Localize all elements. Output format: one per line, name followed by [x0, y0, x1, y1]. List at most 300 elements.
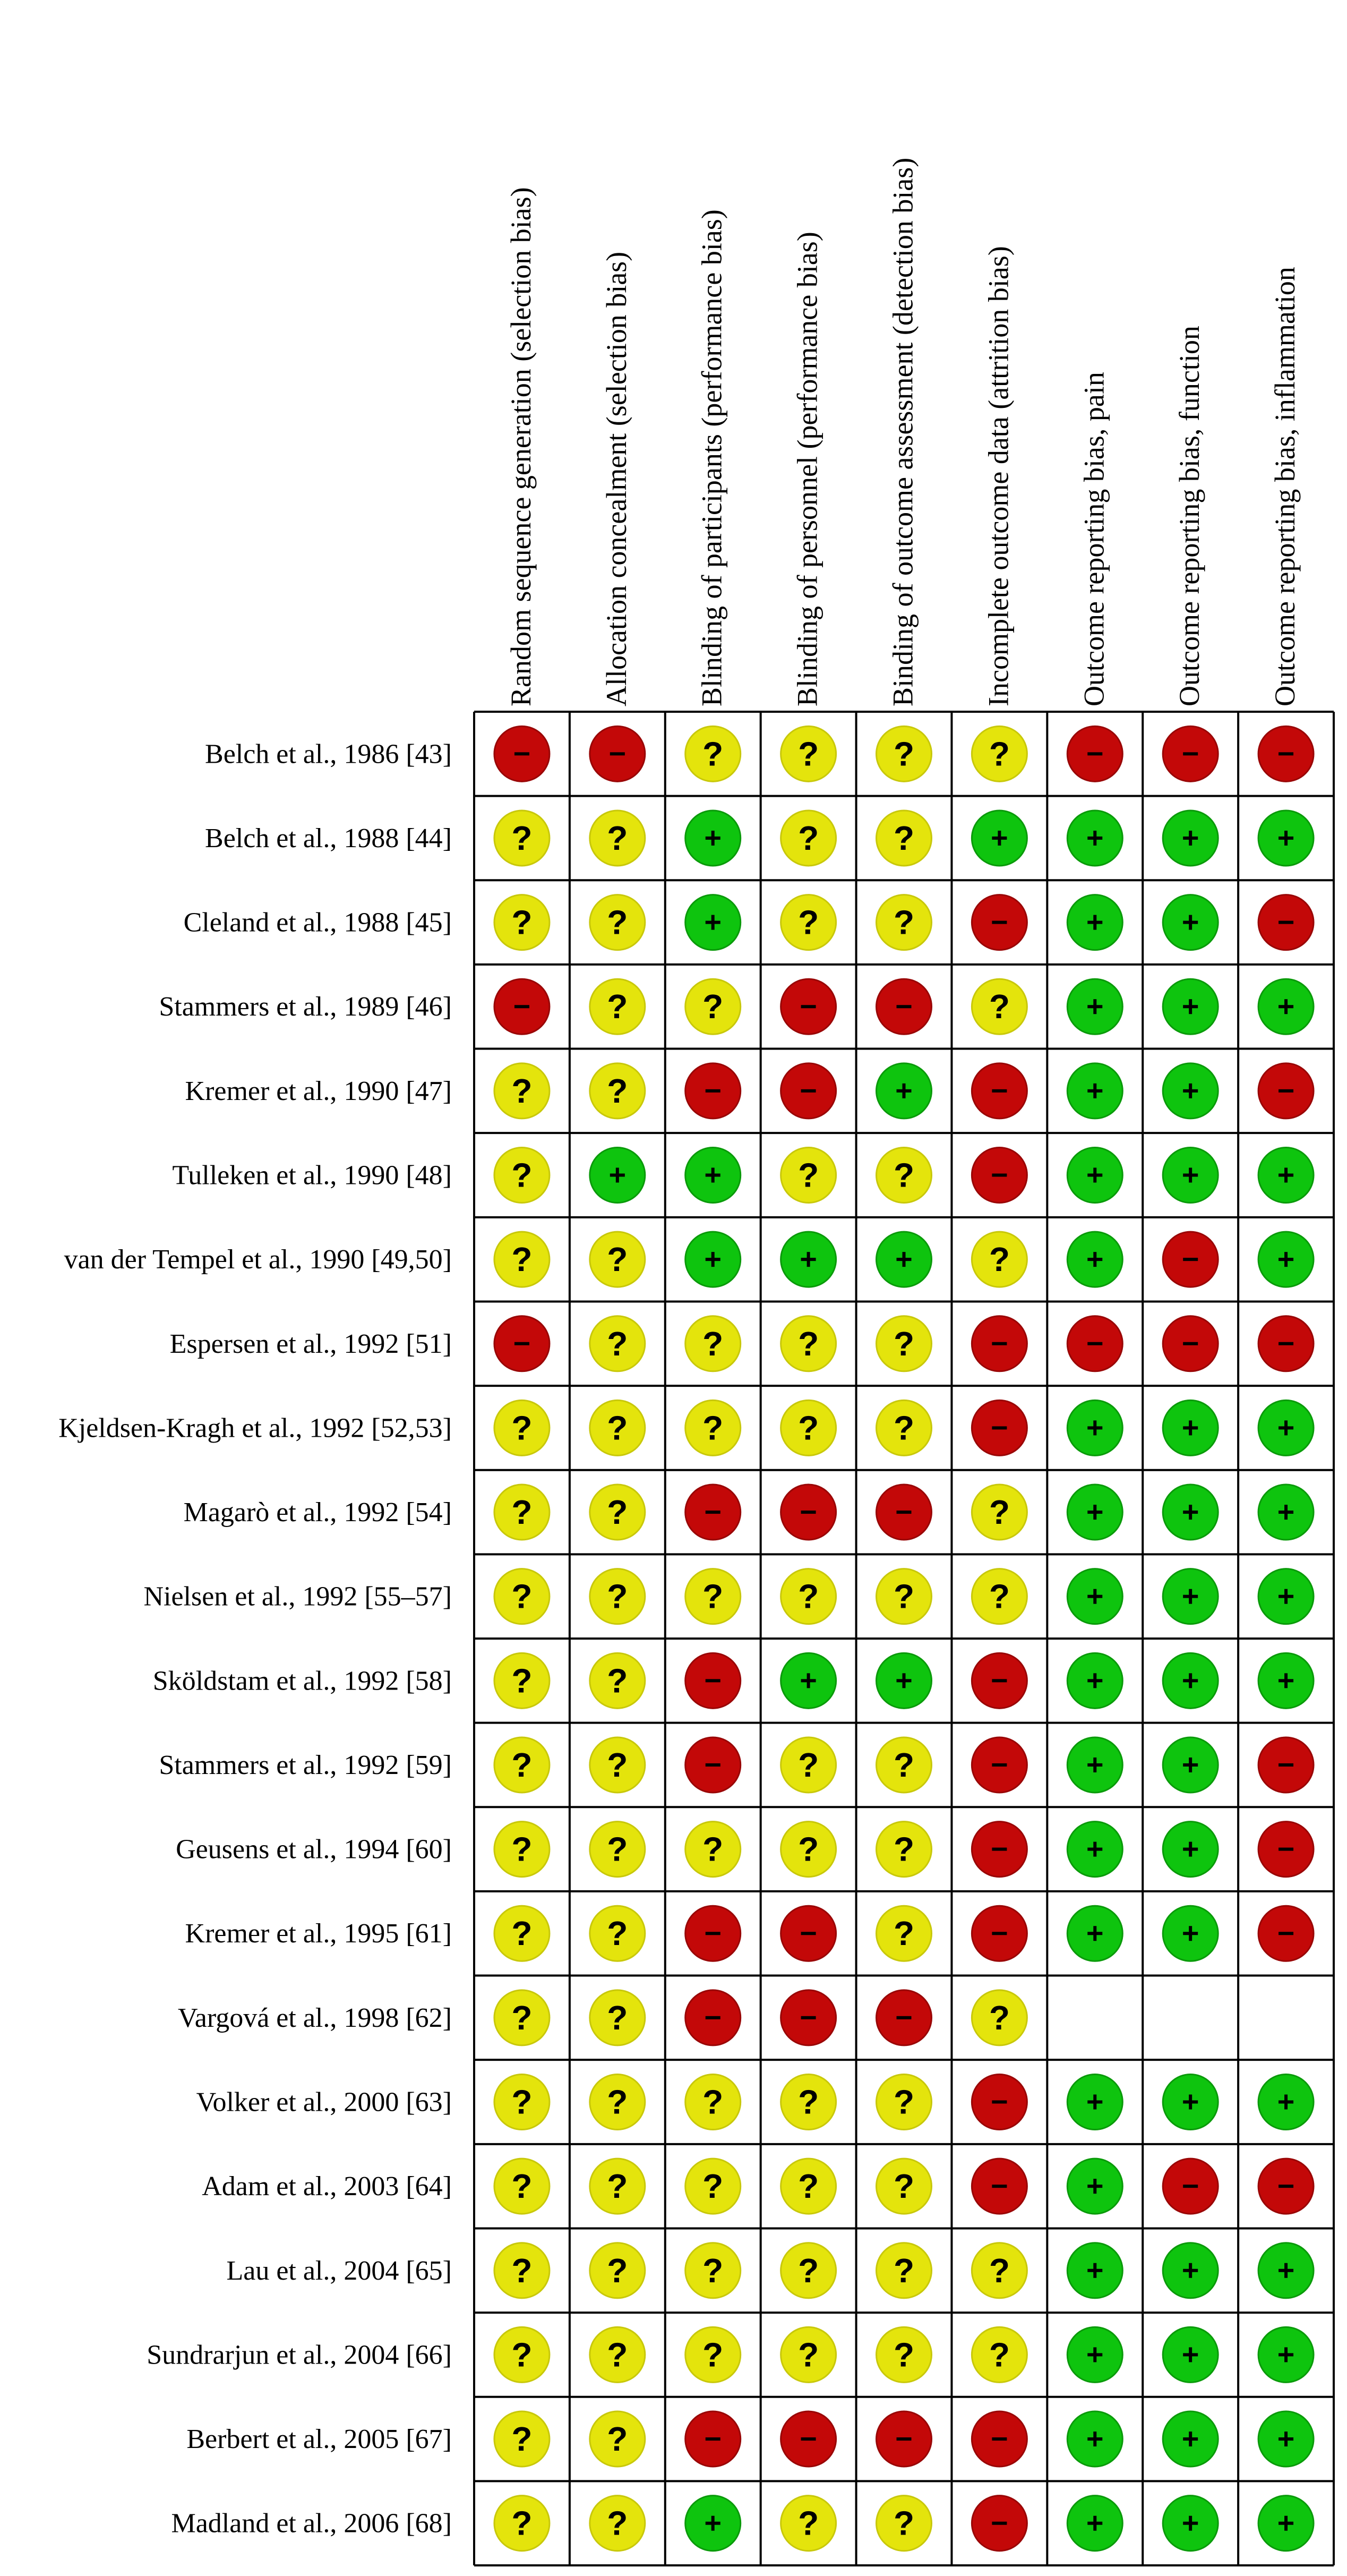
study-label: Magarò et al., 1992 [54] [183, 1497, 452, 1528]
plus-symbol-v [711, 1252, 715, 1267]
low-risk-mark [1067, 1400, 1122, 1455]
unclear-symbol: ? [798, 2335, 819, 2374]
column-header-6: Incomplete outcome data (attrition bias) [982, 246, 1015, 706]
minus-symbol [1279, 1342, 1293, 1345]
minus-symbol [1279, 1932, 1293, 1935]
minus-symbol [706, 1932, 720, 1935]
high-risk-mark [1258, 895, 1314, 950]
unclear-risk-mark [590, 2496, 645, 2551]
unclear-risk-mark [494, 2075, 550, 2130]
low-risk-mark [1258, 2075, 1314, 2130]
minus-symbol [706, 1679, 720, 1682]
plus-symbol-v [1093, 2095, 1096, 2110]
unclear-risk-mark [590, 1906, 645, 1961]
minus-symbol [992, 1174, 1007, 1177]
unclear-risk-mark [685, 1316, 741, 1371]
high-risk-mark [972, 1400, 1027, 1455]
minus-symbol [992, 2437, 1007, 2441]
unclear-risk-mark [494, 2327, 550, 2382]
unclear-symbol: ? [989, 2251, 1010, 2290]
unclear-symbol: ? [607, 1240, 628, 1279]
minus-symbol [1183, 752, 1198, 755]
unclear-risk-mark [972, 726, 1027, 781]
minus-symbol [992, 2101, 1007, 2104]
low-risk-mark [1163, 811, 1218, 866]
plus-symbol-v [1093, 2263, 1096, 2278]
high-risk-mark [685, 2411, 741, 2467]
low-risk-mark [685, 1232, 741, 1287]
low-risk-mark [1163, 1822, 1218, 1877]
low-risk-mark [1067, 2243, 1122, 2298]
high-risk-mark [972, 1737, 1027, 1793]
plus-symbol-v [1189, 1673, 1192, 1688]
low-risk-mark [781, 1653, 836, 1708]
column-headers [505, 158, 1301, 706]
unclear-risk-mark [781, 2496, 836, 2551]
low-risk-mark [781, 1232, 836, 1287]
unclear-risk-mark [494, 1990, 550, 2045]
unclear-symbol: ? [607, 1830, 628, 1869]
study-label: Cleland et al., 1988 [45] [183, 907, 452, 938]
low-risk-mark [1067, 1653, 1122, 1708]
unclear-risk-mark [877, 1737, 932, 1793]
minus-symbol [1279, 752, 1293, 755]
unclear-risk-mark [590, 1653, 645, 1708]
column-header-7: Outcome reporting bias, pain [1078, 372, 1110, 706]
unclear-symbol: ? [511, 818, 533, 857]
minus-symbol [801, 2437, 816, 2441]
unclear-risk-mark [494, 1822, 550, 1877]
high-risk-mark [781, 1906, 836, 1961]
study-label: Nielsen et al., 1992 [55–57] [143, 1581, 452, 1612]
low-risk-mark [1163, 979, 1218, 1034]
high-risk-mark [972, 2496, 1027, 2551]
plus-symbol-v [1284, 999, 1288, 1014]
unclear-symbol: ? [893, 1409, 915, 1447]
unclear-symbol: ? [702, 735, 724, 773]
minus-symbol [1279, 1089, 1293, 1093]
minus-symbol [1183, 1258, 1198, 1261]
low-risk-mark [1067, 1822, 1122, 1877]
study-label: Kremer et al., 1990 [47] [185, 1076, 452, 1106]
plus-symbol-v [1093, 2432, 1096, 2446]
column-header-9: Outcome reporting bias, inflammation [1269, 267, 1301, 706]
unclear-symbol: ? [511, 1493, 533, 1532]
plus-symbol-v [807, 1252, 810, 1267]
high-risk-mark [1163, 726, 1218, 781]
unclear-risk-mark [781, 2075, 836, 2130]
column-header-5: Binding of outcome assessment (detection bias) [887, 157, 919, 706]
unclear-symbol: ? [607, 2420, 628, 2459]
low-risk-mark [1258, 1400, 1314, 1455]
minus-symbol [992, 2522, 1007, 2525]
minus-symbol [706, 2016, 720, 2019]
unclear-risk-mark [494, 2411, 550, 2467]
unclear-risk-mark [590, 979, 645, 1034]
unclear-symbol: ? [607, 987, 628, 1026]
plus-symbol-v [1284, 1252, 1288, 1267]
plus-symbol-v [1093, 1168, 1096, 1183]
low-risk-mark [1163, 1653, 1218, 1708]
unclear-symbol: ? [989, 1493, 1010, 1532]
unclear-symbol: ? [989, 735, 1010, 773]
plus-symbol-v [1189, 2263, 1192, 2278]
high-risk-mark [1258, 1737, 1314, 1793]
low-risk-mark [1258, 979, 1314, 1034]
unclear-risk-mark [685, 2075, 741, 2130]
unclear-symbol: ? [798, 1830, 819, 1869]
high-risk-mark [494, 979, 550, 1034]
unclear-symbol: ? [893, 1830, 915, 1869]
unclear-risk-mark [972, 1485, 1027, 1540]
low-risk-mark [1163, 2327, 1218, 2382]
unclear-symbol: ? [607, 1493, 628, 1532]
plus-symbol-v [1284, 2263, 1288, 2278]
high-risk-mark [1258, 1063, 1314, 1119]
high-risk-mark [877, 1485, 932, 1540]
unclear-symbol: ? [511, 1914, 533, 1953]
unclear-symbol: ? [607, 1661, 628, 1700]
unclear-risk-mark [781, 2327, 836, 2382]
plus-symbol-v [1284, 1420, 1288, 1435]
unclear-symbol: ? [893, 2335, 915, 2374]
unclear-symbol: ? [607, 1324, 628, 1363]
minus-symbol [992, 1679, 1007, 1682]
unclear-risk-mark [590, 2411, 645, 2467]
minus-symbol [992, 1089, 1007, 1093]
plus-symbol-v [1189, 2347, 1192, 2362]
plus-symbol-v [1189, 999, 1192, 1014]
unclear-risk-mark [494, 2496, 550, 2551]
low-risk-mark [1163, 1737, 1218, 1793]
study-label: Tulleken et al., 1990 [48] [172, 1160, 452, 1191]
unclear-risk-mark [590, 2327, 645, 2382]
plus-symbol-v [1189, 1420, 1192, 1435]
unclear-risk-mark [494, 2159, 550, 2214]
unclear-symbol: ? [893, 818, 915, 857]
unclear-symbol: ? [607, 1071, 628, 1110]
plus-symbol-v [1284, 2347, 1288, 2362]
low-risk-mark [1067, 1485, 1122, 1540]
plus-symbol-v [1189, 1084, 1192, 1098]
unclear-risk-mark [781, 726, 836, 781]
study-label: Berbert et al., 2005 [67] [186, 2424, 452, 2455]
high-risk-mark [781, 1990, 836, 2045]
high-risk-mark [972, 1906, 1027, 1961]
minus-symbol [992, 1848, 1007, 1851]
unclear-risk-mark [877, 895, 932, 950]
low-risk-mark [1163, 1400, 1218, 1455]
plus-symbol-v [1189, 1926, 1192, 1941]
plus-symbol-v [1093, 915, 1096, 930]
unclear-risk-mark [972, 1232, 1027, 1287]
low-risk-mark [1258, 1232, 1314, 1287]
high-risk-mark [972, 2075, 1027, 2130]
low-risk-mark [1067, 2159, 1122, 2214]
low-risk-mark [972, 811, 1027, 866]
low-risk-mark [590, 1148, 645, 1203]
minus-symbol [1183, 2185, 1198, 2188]
plus-symbol-v [1093, 1420, 1096, 1435]
low-risk-mark [1258, 2496, 1314, 2551]
high-risk-mark [972, 1822, 1027, 1877]
unclear-symbol: ? [511, 1071, 533, 1110]
high-risk-mark [1163, 1232, 1218, 1287]
plus-symbol-v [1093, 2347, 1096, 2362]
unclear-symbol: ? [702, 2083, 724, 2121]
unclear-risk-mark [494, 1906, 550, 1961]
high-risk-mark [781, 979, 836, 1034]
unclear-symbol: ? [989, 987, 1010, 1026]
unclear-risk-mark [972, 2243, 1027, 2298]
high-risk-mark [1163, 2159, 1218, 2214]
unclear-symbol: ? [893, 735, 915, 773]
unclear-risk-mark [781, 2159, 836, 2214]
study-labels [58, 739, 452, 2538]
low-risk-mark [1163, 1148, 1218, 1203]
unclear-risk-mark [494, 1653, 550, 1708]
unclear-symbol: ? [511, 1156, 533, 1195]
unclear-risk-mark [877, 1822, 932, 1877]
unclear-risk-mark [781, 2243, 836, 2298]
unclear-symbol: ? [607, 2251, 628, 2290]
plus-symbol-v [1284, 1589, 1288, 1604]
minus-symbol [897, 1511, 912, 1514]
unclear-symbol: ? [511, 1409, 533, 1447]
high-risk-mark [1258, 1822, 1314, 1877]
study-label: Belch et al., 1986 [43] [205, 739, 452, 770]
high-risk-mark [685, 1737, 741, 1793]
plus-symbol-v [1189, 1842, 1192, 1857]
minus-symbol [801, 2016, 816, 2019]
study-label: Sundrarjun et al., 2004 [66] [147, 2340, 452, 2370]
high-risk-mark [877, 2411, 932, 2467]
unclear-risk-mark [590, 2243, 645, 2298]
plus-symbol-v [1189, 915, 1192, 930]
plus-symbol-v [1189, 1505, 1192, 1520]
column-header-3: Blinding of participants (performance bias) [696, 209, 728, 706]
unclear-risk-mark [590, 1737, 645, 1793]
plus-symbol-v [711, 831, 715, 846]
low-risk-mark [1163, 1569, 1218, 1624]
low-risk-mark [1258, 1485, 1314, 1540]
unclear-symbol: ? [702, 1409, 724, 1447]
unclear-symbol: ? [798, 818, 819, 857]
study-label: Volker et al., 2000 [63] [196, 2087, 452, 2118]
unclear-symbol: ? [511, 1661, 533, 1700]
plus-symbol-v [1093, 1084, 1096, 1098]
minus-symbol [1279, 921, 1293, 924]
low-risk-mark [877, 1063, 932, 1119]
plus-symbol-v [1189, 2516, 1192, 2531]
unclear-symbol: ? [798, 2504, 819, 2543]
high-risk-mark [685, 1653, 741, 1708]
unclear-symbol: ? [893, 2504, 915, 2543]
unclear-symbol: ? [511, 2504, 533, 2543]
minus-symbol [801, 1932, 816, 1935]
unclear-risk-mark [877, 1316, 932, 1371]
plus-symbol-v [1284, 1505, 1288, 1520]
plus-symbol-v [1189, 831, 1192, 846]
unclear-risk-mark [877, 2159, 932, 2214]
study-label: Espersen et al., 1992 [51] [169, 1328, 452, 1359]
unclear-symbol: ? [798, 1324, 819, 1363]
unclear-risk-mark [972, 979, 1027, 1034]
high-risk-mark [781, 2411, 836, 2467]
unclear-symbol: ? [607, 1914, 628, 1953]
unclear-symbol: ? [511, 2420, 533, 2459]
unclear-risk-mark [781, 1400, 836, 1455]
study-label: Sköldstam et al., 1992 [58] [152, 1666, 452, 1696]
minus-symbol [992, 1932, 1007, 1935]
plus-symbol-v [903, 1673, 906, 1688]
unclear-risk-mark [494, 1148, 550, 1203]
unclear-risk-mark [494, 1232, 550, 1287]
unclear-symbol: ? [893, 1914, 915, 1953]
unclear-risk-mark [877, 2327, 932, 2382]
unclear-risk-mark [781, 1316, 836, 1371]
unclear-symbol: ? [607, 1745, 628, 1784]
unclear-symbol: ? [893, 2251, 915, 2290]
unclear-risk-mark [685, 1400, 741, 1455]
minus-symbol [801, 1005, 816, 1008]
unclear-risk-mark [877, 811, 932, 866]
high-risk-mark [685, 1990, 741, 2045]
minus-symbol [1279, 1848, 1293, 1851]
unclear-symbol: ? [893, 2083, 915, 2121]
high-risk-mark [1258, 726, 1314, 781]
unclear-risk-mark [494, 1737, 550, 1793]
unclear-symbol: ? [511, 2335, 533, 2374]
plus-symbol-v [1189, 1168, 1192, 1183]
unclear-risk-mark [590, 1400, 645, 1455]
unclear-risk-mark [877, 1569, 932, 1624]
minus-symbol [706, 1089, 720, 1093]
unclear-risk-mark [590, 811, 645, 866]
unclear-symbol: ? [798, 903, 819, 942]
plus-symbol-v [998, 831, 1001, 846]
minus-symbol [1087, 1342, 1102, 1345]
low-risk-mark [1163, 1906, 1218, 1961]
unclear-symbol: ? [607, 2167, 628, 2206]
unclear-risk-mark [590, 1316, 645, 1371]
unclear-risk-mark [494, 1485, 550, 1540]
unclear-risk-mark [685, 2159, 741, 2214]
minus-symbol [992, 921, 1007, 924]
unclear-symbol: ? [607, 1998, 628, 2037]
minus-symbol [992, 2185, 1007, 2188]
unclear-symbol: ? [798, 1409, 819, 1447]
minus-symbol [897, 2437, 912, 2441]
unclear-risk-mark [781, 811, 836, 866]
study-label: van der Tempel et al., 1990 [49,50] [64, 1244, 452, 1275]
high-risk-mark [781, 1063, 836, 1119]
unclear-symbol: ? [511, 2083, 533, 2121]
unclear-symbol: ? [893, 1577, 915, 1616]
low-risk-mark [1163, 1063, 1218, 1119]
unclear-risk-mark [781, 895, 836, 950]
low-risk-mark [1067, 895, 1122, 950]
high-risk-mark [1258, 1906, 1314, 1961]
minus-symbol [1279, 1763, 1293, 1767]
unclear-risk-mark [781, 1822, 836, 1877]
unclear-symbol: ? [607, 818, 628, 857]
plus-symbol-v [1284, 1168, 1288, 1183]
unclear-risk-mark [494, 2243, 550, 2298]
high-risk-mark [1258, 2159, 1314, 2214]
low-risk-mark [1067, 1906, 1122, 1961]
unclear-symbol: ? [893, 1324, 915, 1363]
unclear-risk-mark [494, 1063, 550, 1119]
plus-symbol-v [1189, 1589, 1192, 1604]
plus-symbol-v [1093, 1758, 1096, 1772]
plus-symbol-v [1093, 1589, 1096, 1604]
low-risk-mark [1067, 2075, 1122, 2130]
plus-symbol-v [1284, 2432, 1288, 2446]
plus-symbol-v [1189, 2095, 1192, 2110]
minus-symbol [514, 1005, 529, 1008]
unclear-symbol: ? [798, 1745, 819, 1784]
unclear-symbol: ? [798, 2167, 819, 2206]
unclear-symbol: ? [989, 2335, 1010, 2374]
low-risk-mark [685, 811, 741, 866]
high-risk-mark [972, 1148, 1027, 1203]
high-risk-mark [1163, 1316, 1218, 1371]
unclear-symbol: ? [893, 2167, 915, 2206]
low-risk-mark [1067, 1148, 1122, 1203]
low-risk-mark [877, 1232, 932, 1287]
unclear-symbol: ? [798, 2251, 819, 2290]
unclear-risk-mark [877, 1148, 932, 1203]
unclear-symbol: ? [798, 735, 819, 773]
plus-symbol-v [1093, 1505, 1096, 1520]
low-risk-mark [1163, 2496, 1218, 2551]
unclear-symbol: ? [702, 2167, 724, 2206]
unclear-risk-mark [590, 1485, 645, 1540]
unclear-symbol: ? [511, 1830, 533, 1869]
unclear-risk-mark [685, 1569, 741, 1624]
unclear-symbol: ? [798, 1577, 819, 1616]
high-risk-mark [781, 1485, 836, 1540]
unclear-symbol: ? [989, 1240, 1010, 1279]
plus-symbol-v [1093, 2179, 1096, 2194]
high-risk-mark [877, 1990, 932, 2045]
unclear-symbol: ? [607, 1577, 628, 1616]
unclear-risk-mark [590, 1232, 645, 1287]
unclear-risk-mark [685, 2327, 741, 2382]
low-risk-mark [1163, 2243, 1218, 2298]
plus-symbol-v [711, 2516, 715, 2531]
minus-symbol [1279, 2185, 1293, 2188]
unclear-risk-mark [590, 1569, 645, 1624]
unclear-risk-mark [781, 1737, 836, 1793]
high-risk-mark [1258, 1316, 1314, 1371]
unclear-risk-mark [877, 2075, 932, 2130]
low-risk-mark [1163, 2411, 1218, 2467]
study-label: Kjeldsen-Kragh et al., 1992 [52,53] [58, 1413, 452, 1444]
unclear-symbol: ? [702, 2335, 724, 2374]
unclear-risk-mark [590, 1063, 645, 1119]
unclear-risk-mark [972, 1569, 1027, 1624]
plus-symbol-v [903, 1252, 906, 1267]
plus-symbol-v [1093, 999, 1096, 1014]
unclear-symbol: ? [702, 2251, 724, 2290]
plus-symbol-v [1093, 831, 1096, 846]
unclear-risk-mark [877, 1400, 932, 1455]
high-risk-mark [972, 1653, 1027, 1708]
minus-symbol [801, 1089, 816, 1093]
unclear-symbol: ? [607, 903, 628, 942]
